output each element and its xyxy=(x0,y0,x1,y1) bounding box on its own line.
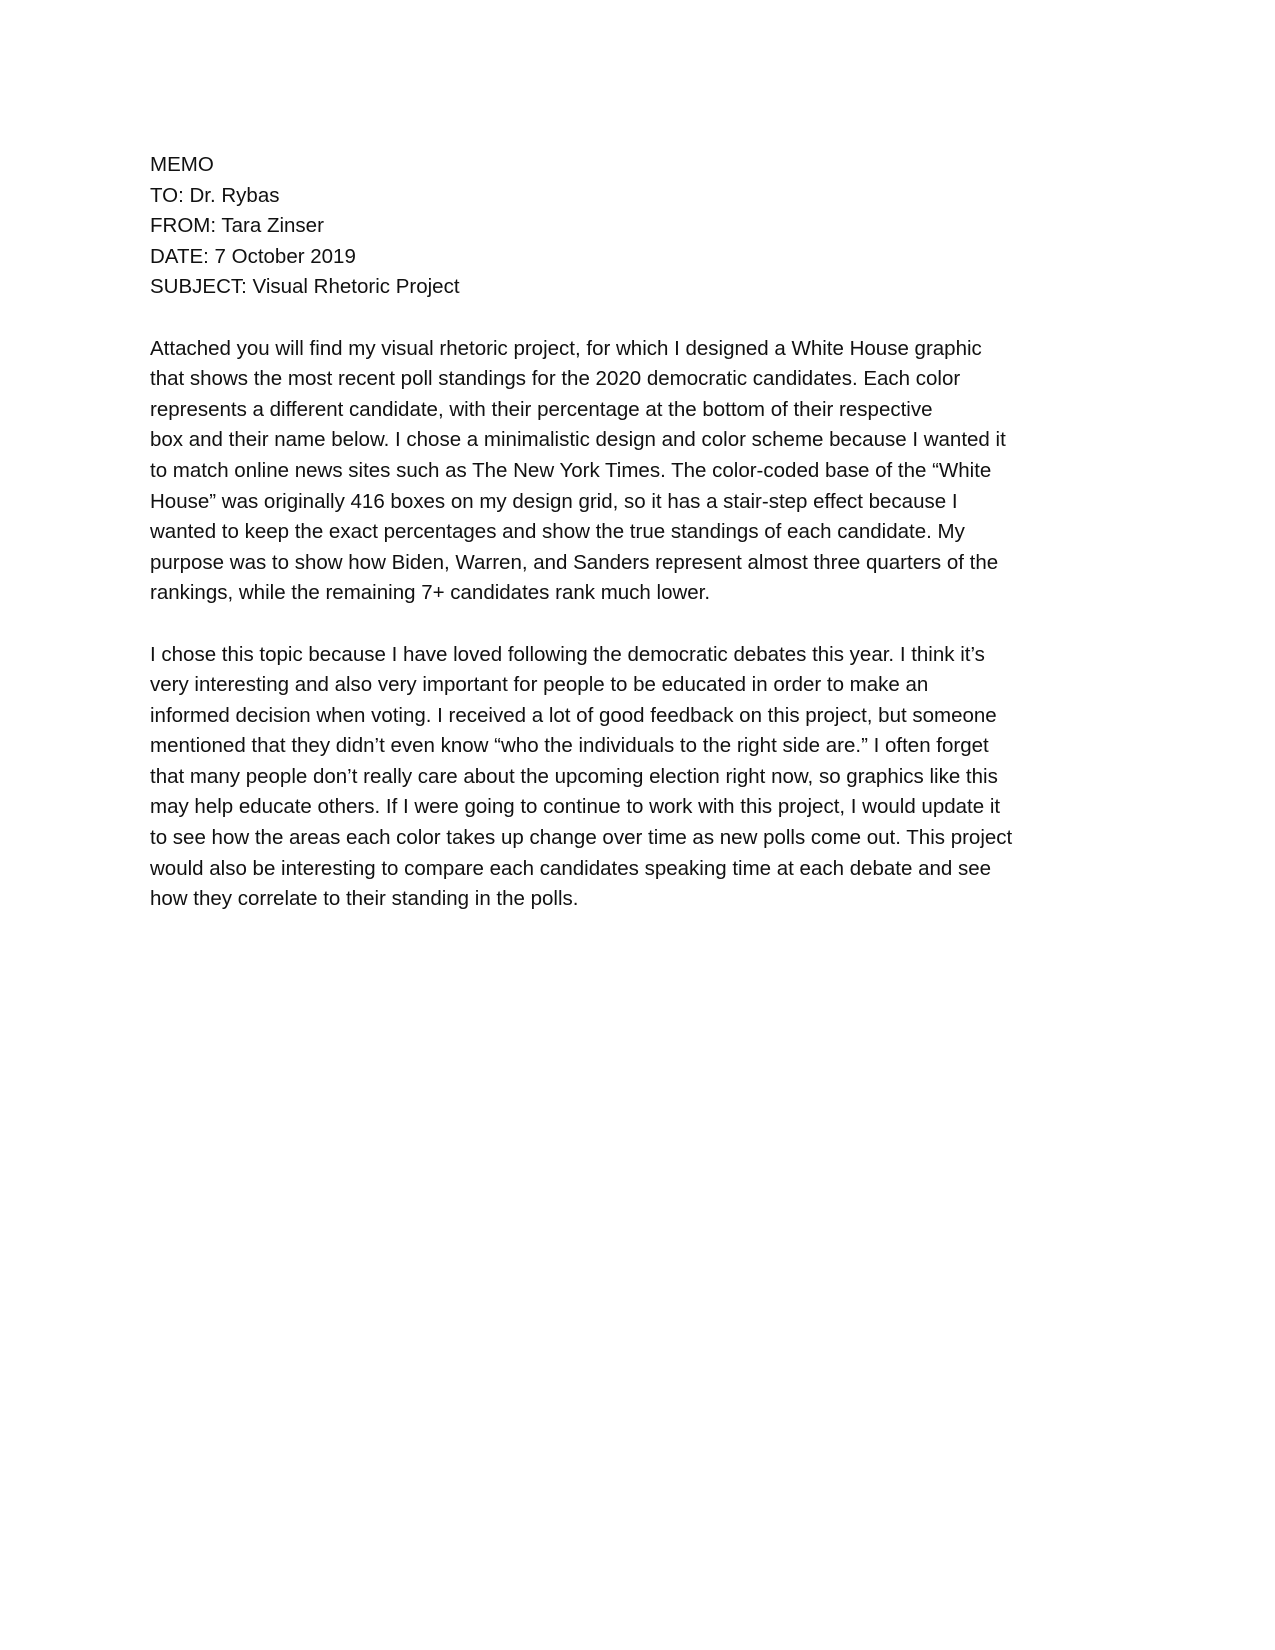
memo-to-line: TO: Dr. Rybas xyxy=(150,183,280,207)
memo-content xyxy=(150,150,1135,945)
paragraph-line: House” was originally 416 boxes on my design grid, so it has a stair-step effect because I xyxy=(150,489,958,513)
paragraph-line: purpose was to show how Biden, Warren, and Sanders represent almost three quarters of the xyxy=(150,550,999,574)
paragraph-line: mentioned that they didn’t even know “who the individuals to the right side are.” I often forget xyxy=(150,734,989,758)
paragraph-line: rankings, while the remaining 7+ candidates rank much lower. xyxy=(150,581,711,605)
memo-header xyxy=(150,150,1135,303)
paragraph-line: represents a different candidate, with their percentage at the bottom of their respective xyxy=(150,397,933,421)
paragraph-line: informed decision when voting. I received a lot of good feedback on this project, but someone xyxy=(150,703,997,727)
memo-title: MEMO xyxy=(150,153,214,176)
paragraph-line: that many people don’t really care about the upcoming election right now, so graphics like this xyxy=(150,764,998,788)
paragraph-line: may help educate others. If I were going to continue to work with this project, I would update it xyxy=(150,795,1001,819)
paragraph-line: Attached you will find my visual rhetoric project, for which I designed a White House graphic xyxy=(150,336,982,360)
paragraph-line: box and their name below. I chose a minimalistic design and color scheme because I wanted it xyxy=(150,428,1006,452)
memo-from-line: FROM: Tara Zinser xyxy=(150,214,324,238)
paragraph-line: how they correlate to their standing in the polls. xyxy=(150,887,579,911)
paragraph-line: to see how the areas each color takes up change over time as new polls come out. This project xyxy=(150,826,1013,850)
paragraph-line: would also be interesting to compare each candidates speaking time at each debate and see xyxy=(150,856,992,880)
memo-date-line: DATE: 7 October 2019 xyxy=(150,244,356,268)
paragraph-line: that shows the most recent poll standings for the 2020 democratic candidates. Each color xyxy=(150,367,961,391)
body-paragraph-2 xyxy=(150,640,1135,915)
paragraph-line: wanted to keep the exact percentages and show the true standings of each candidate. My xyxy=(150,520,965,544)
paragraph-line: to match online news sites such as The New York Times. The color-coded base of the “White xyxy=(150,458,992,482)
body-paragraph-1 xyxy=(150,334,1135,609)
memo-subject-line: SUBJECT: Visual Rhetoric Project xyxy=(150,275,460,299)
paragraph-line: I chose this topic because I have loved following the democratic debates this year. I think it’s xyxy=(150,642,985,666)
paragraph-line: very interesting and also very important for people to be educated in order to make an xyxy=(150,673,929,697)
